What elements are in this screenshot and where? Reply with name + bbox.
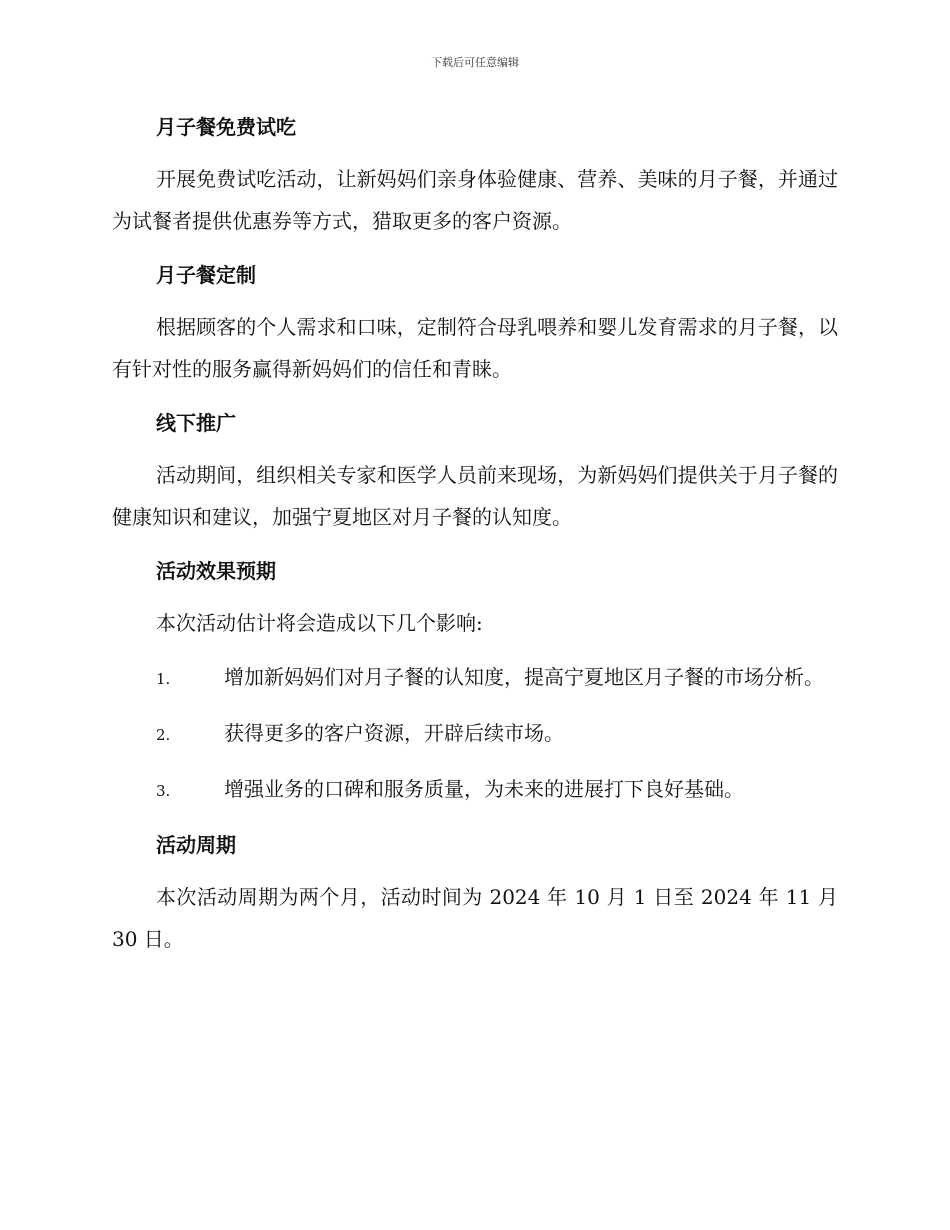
list-item-number: 2. <box>156 726 171 744</box>
section-heading-activity-period: 活动周期 <box>156 833 236 857</box>
list-item <box>112 712 838 756</box>
list-item <box>112 768 838 812</box>
paragraph-activity-period: 本次活动周期为两个月，活动时间为 2024 年 10 月 1 日至 2024 年 11 月 30 日。 <box>112 885 838 951</box>
list-item-text: 获得更多的客户资源，开辟后续市场。 <box>224 721 564 745</box>
section-heading-free-trial: 月子餐免费试吃 <box>156 115 296 139</box>
page-header: 下载后可任意编辑 <box>431 56 519 69</box>
section-heading-customization: 月子餐定制 <box>156 263 256 287</box>
paragraph-customization: 根据顾客的个人需求和口味，定制符合母乳喂养和婴儿发育需求的月子餐，以有针对性的服务赢得新妈妈们的信任和青睐。 <box>112 315 838 381</box>
list-item-number: 1. <box>156 670 171 688</box>
list-item-text: 增加新妈妈们对月子餐的认知度，提高宁夏地区月子餐的市场分析。 <box>224 665 824 689</box>
paragraph-expected-effects-intro: 本次活动估计将会造成以下几个影响: <box>156 611 483 635</box>
paragraph-offline-promotion: 活动期间，组织相关专家和医学人员前来现场，为新妈妈们提供关于月子餐的健康知识和建议，加强宁夏地区对月子餐的认知度。 <box>112 463 838 529</box>
list-item-number: 3. <box>156 782 171 800</box>
section-heading-offline-promotion: 线下推广 <box>156 411 236 435</box>
paragraph-free-trial: 开展免费试吃活动，让新妈妈们亲身体验健康、营养、美味的月子餐，并通过为试餐者提供优惠券等方式，猎取更多的客户资源。 <box>112 167 838 233</box>
section-heading-expected-effects: 活动效果预期 <box>156 559 276 583</box>
document-body <box>112 108 838 960</box>
list-item-text: 增强业务的口碑和服务质量，为未来的进展打下良好基础。 <box>224 777 744 801</box>
list-item <box>112 656 838 700</box>
